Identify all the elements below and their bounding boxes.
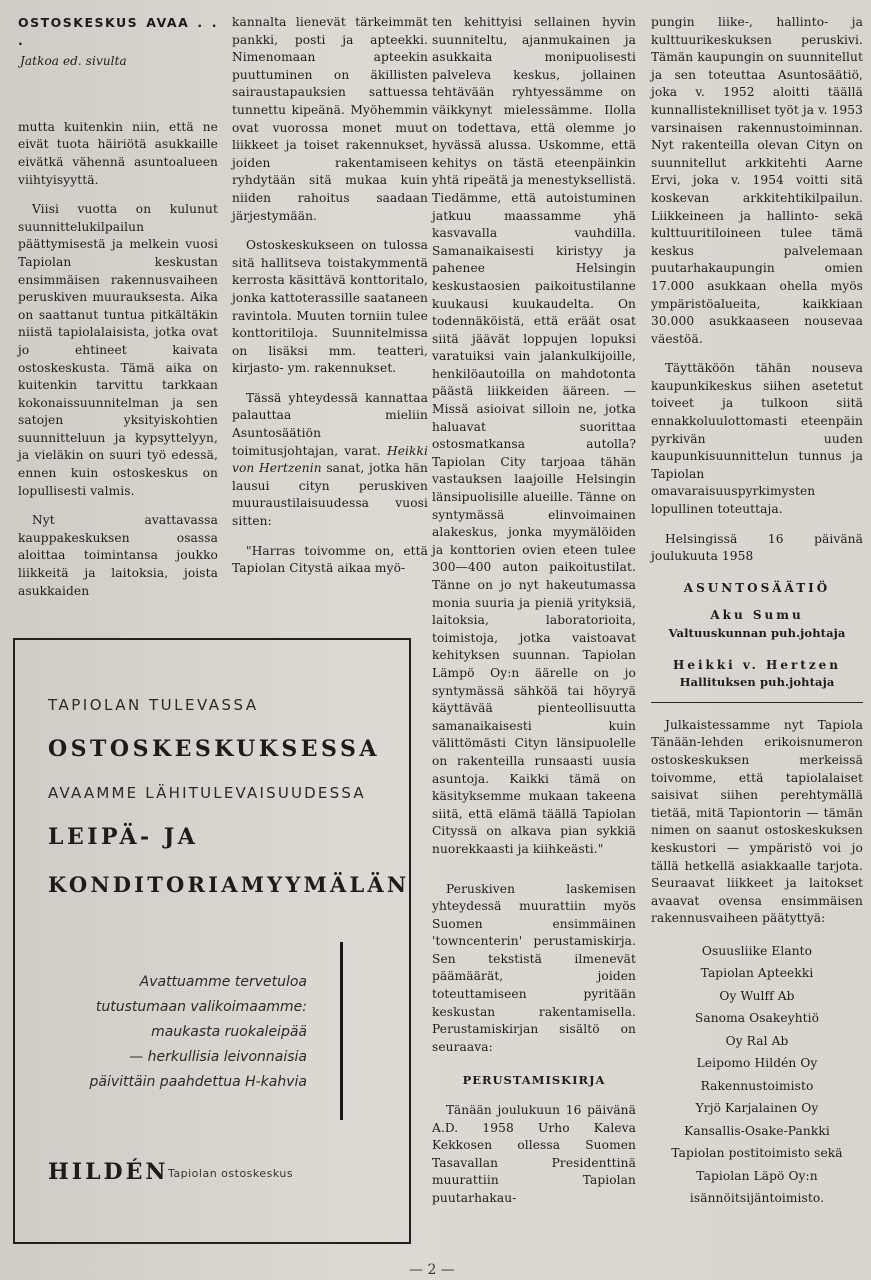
paragraph: pungin liike-, hallinto- ja kulttuurikeskuksen peruskivi. Tämän kaupungin on suunnitellut ja sen toteuttaa Asuntosäätiö, joka v. 1952 aloitti täällä kunnallisteknilliset työt ja v. 1953 varsinaisen rakennustoiminnan. Nyt rakenteilla olevan Cityn on suunnitellut arkkitehti Aarne Ervi, joka v. 1954 voitti sitä koskevan arkkitehtikilpailun. Liikkeineen ja hallinto- sekä kulttuuritiloineen tulee tämä keskus palvelemaan puutarhakaupungin omien 17.000 asukkaan ohella myös ympäristöalueita, kaikkiaan 30.000 asukkaaseen nousevaa väestöä.	[651, 15, 863, 346]
business-list-item: isännöitsijäntoimisto.	[689, 1191, 825, 1206]
divider	[651, 702, 863, 703]
brand-name: HILDÉN	[48, 1159, 169, 1185]
signatory-title: Hallituksen puh.johtaja	[679, 675, 835, 690]
business-list-item: Tapiolan Apteekki	[700, 966, 814, 981]
paragraph: Tänään joulukuun 16 päivänä A.D. 1958 Urho Kaleva Kekkosen ollessa Suomen Tasavallan Presidenttinä muurattiin Tapiolan puutarhakau-	[432, 1103, 636, 1205]
ad-offer-line: — herkullisia leivonnaisia	[129, 1049, 307, 1065]
ad-heading: OSTOSKESKUKSESSA	[48, 736, 380, 762]
paragraph: Nyt avattavassa kauppakeskuksen osassa aloittaa toimintansa joukko liikkeitä ja laitoksia, joista asukkaiden	[18, 513, 218, 598]
ad-offer-line: päivittäin paahdettua H-kahvia	[89, 1074, 307, 1090]
ad-line: TAPIOLAN TULEVASSA	[48, 696, 259, 714]
name-italic: Heikki von Hertzenin	[232, 443, 428, 476]
paragraph: ten kehittyisi sellainen hyvin suunniteltu, ajanmukainen ja asukkaita monipuolisesti palveleva keskus, jollainen tehtävään ryhtyessämme on väikkynyt mielessämme. Ilolla on todettava, että olemme jo hyvässä alussa. Uskomme, että kehitys on tästä eteenpäinkin yhtä ripeätä ja menestyksellistä. Tiedämme, että autoistuminen jatkuu maassamme yhä kasvavalla vauhdilla. Samanaikaisesti kiristyy ja pahenee Helsingin keskustaosien paikoitustilanne kuukausi kuukaudelta. On todennäköistä, että eräät osat siitä jäävät loppujen lopuksi varatuiksi vain jalankulkijoille, henkilöautoilla on mahdotonta päästä liikkeiden ääreen. — Missä asioivat silloin ne, jotka haluavat suorittaa ostosmatkansa autolla? Tapiolan City tarjoaa tähän vastauksen laajoille Helsingin länsipuolisille alueille. Tänne on syntymässä elinvoimainen alakeskus, jonka myymälöiden ja konttorien ovien eteen tulee 300—400 auton paikoitustilat. Tänne on jo nyt hakeutumassa monia suuria ja pieniä yrityksiä, laitoksia, laboratorioita, toimistoja, jotka vaistoavat kehityksen suunnan. Tapiolan Lämpö Oy:n äärelle on jo syntymässä sähköä tai höyryä käyttävää pienteollisuutta samanaikaisesti kuin välittömästi Cityn länsipuolelle on rakenteilla runsaasti uusia asuntoja. Kaikki tämä on käsityksemme mukaan takeena siitä, että elämä täällä Tapiolan Cityssä on alkava pian sykkiä nuorekkaasti ja kiihkeästi."	[432, 15, 636, 856]
brand-subtitle: Tapiolan ostoskeskus	[168, 1167, 294, 1180]
business-list-item: Yrjö Karjalainen Oy	[695, 1101, 819, 1116]
ad-heading: KONDITORIAMYYMÄLÄN	[48, 872, 410, 897]
ad-heading: LEIPÄ- JA	[48, 824, 199, 850]
column-1	[18, 14, 218, 612]
business-list-item: Tapiolan postitoimisto sekä	[671, 1146, 843, 1161]
article-headline: OSTOSKESKUS AVAA . . .	[18, 15, 218, 48]
quote-paragraph: "Harras toivomme on, että Tapiolan Citystä aikaa myö-	[232, 543, 428, 576]
page-number: — 2 —	[409, 1262, 455, 1278]
place-date: Helsingissä 16 päivänä joulukuuta 1958	[651, 531, 863, 564]
ad-line: AVAAMME LÄHITULEVAISUUDESSA	[48, 784, 366, 802]
paragraph: Peruskiven laskemisen yhteydessä muurattiin myös Suomen ensimmäinen 'towncenterin' perustamiskirja. Sen tekstistä ilmenevät päämäärät, joiden toteuttamiseen pyritään keskustan rakentamisella. Perustamiskirjan sisältö on seuraava:	[432, 881, 636, 1054]
business-list-item: Osuusliike Elanto	[701, 943, 813, 958]
organization-name: ASUNTOSÄÄTIÖ	[683, 580, 831, 595]
business-list-item: Kansallis-Osake-Pankki	[684, 1123, 830, 1138]
business-list-item: Leipomo Hildén Oy	[696, 1056, 818, 1071]
business-list-item: Tapiolan Läpö Oy:n	[696, 1168, 818, 1183]
ad-offer-line: Avattuamme tervetuloa	[139, 974, 307, 990]
business-list-item: Oy Wulff Ab	[719, 988, 795, 1003]
paragraph: Viisi vuotta on kulunut suunnittelukilpailun päättymisestä ja melkein vuosi Tapiolan keskustan ensimmäisen rakennusvaiheen peruskiven muurauksesta. Aika on saattanut tuntua pitkältäkin niistä tapiolalaisista, jotka ovat jo ehtineet kaivata ostoskeskusta. Tämä aika on kuitenkin tarvittu tarkkaan kokonaissuunnitelman ja sen satojen yksityiskohtien suunnitteluun ja kypsyttelyyn, ja vieläkin on suuri työ edessä, ennen kuin ostoskeskus on lopullisesti valmis.	[18, 202, 218, 498]
paragraph: Tässä yhteydessä kannattaa palauttaa mieliin Asuntosäätiön toimitusjohtajan, varat. Heikki von Hertzenin sanat, jotka hän lausui cityn peruskiven muuraustilaisuudessa vuosi sitten:	[232, 390, 428, 529]
hilden-advertisement	[13, 638, 411, 1244]
column-3	[432, 14, 636, 1220]
paragraph: kannalta lienevät tärkeimmät pankki, posti ja apteekki. Nimenomaan apteekin puuttuminen on äkillisten sairaustapauksien sattuessa tunnettu kipeänä. Myöhemmin ovat vuorossa monet muut liikkeet ja toiset rakennukset, joiden rakentamiseen ryhdytään sitä mukaa kuin niiden rahoitus saadaan järjestymään.	[232, 15, 428, 223]
section-title: PERUSTAMISKIRJA	[462, 1073, 606, 1088]
signatory-name: Aku Sumu	[710, 608, 804, 623]
paragraph: Ostoskeskukseen on tulossa sitä hallitseva toistakymmentä kerrosta käsittävä konttoritalo, jonka kattoterassille saataneen ravintola. Muuten torniin tulee konttoritiloja. Suunnitelmissa on lisäksi mm. teatteri, kirjasto- ym. rakennukset.	[232, 238, 428, 376]
column-4	[651, 14, 863, 1210]
continuation-note: Jatkoa ed. sivulta	[20, 54, 127, 69]
signatory-title: Valtuuskunnan puh.johtaja	[668, 626, 846, 640]
ad-offer-line: tutustumaan valikoimaamme:	[95, 999, 307, 1015]
ad-offer-text	[90, 970, 308, 1095]
signatory-name: Heikki v. Hertzen	[672, 657, 842, 672]
business-list-item: Rakennustoimisto	[700, 1078, 814, 1093]
paragraph: Täyttäköön tähän nouseva kaupunkikeskus siihen asetetut toiveet ja tulkoon siitä ennakkoluulottomasti eteenpäin pyrkivän uuden kaupunkisuunnittelun tunnus ja Tapiolan omavaraisuuspyrkimysten lopullinen toteuttaja.	[651, 361, 863, 517]
column-2	[232, 14, 428, 590]
paragraph: Julkaistessamme nyt Tapiola Tänään-lehden erikoisnumeron ostoskeskuksen merkeissä toivomme, että tapiolalaiset saisivat siihen perehtymällä tietää, mitä Tapiontorin — tämän nimen on saanut ostoskeskuksen keskustori — ympäristö voi jo tällä hetkellä asiakkaalle tarjota. Seuraavat liikkeet ja laitokset avaavat ovensa ensimmäisen rakennusvaiheen päätyttyä:	[651, 717, 863, 926]
ad-offer-line: maukasta ruokaleipää	[151, 1024, 307, 1040]
business-list	[651, 940, 863, 1210]
business-list-item: Sanoma Osakeyhtiö	[694, 1011, 820, 1026]
ad-vertical-rule	[340, 942, 343, 1120]
business-list-item: Oy Ral Ab	[725, 1033, 789, 1048]
paragraph: mutta kuitenkin niin, että ne eivät tuota häiriötä asukkaille eivätkä vähennä asuntoalueen viihtyisyyttä.	[18, 119, 218, 187]
